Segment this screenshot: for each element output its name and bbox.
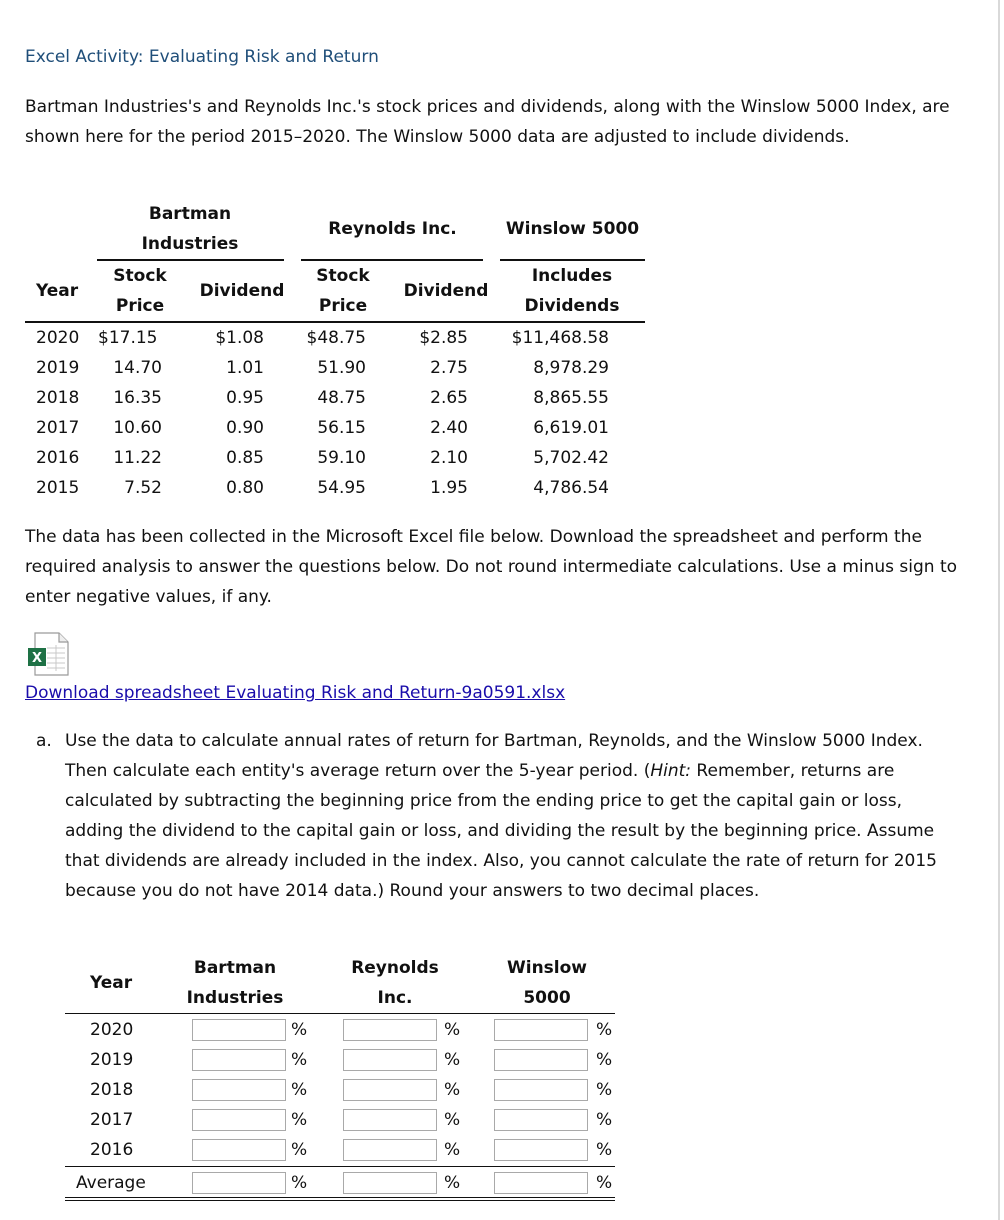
- row-r-div: 1.95: [430, 478, 468, 498]
- row-r-price: 59.10: [317, 448, 366, 468]
- percent-sign: %: [596, 1020, 613, 1040]
- answer-col-year: Year: [90, 973, 133, 993]
- question-a-text-after: Remember, returns are calculated by subtracting the beginning price from the ending price to get the capital gain or loss, adding the dividend to the capital gain or loss, and dividing the result by the beginning price. Assume that dividends are already included in the index. Also, you cannot calculate the rate of return for 2015 because you do not have 2014 data.) Round your answers to two decimal places.: [65, 761, 937, 901]
- percent-sign: %: [291, 1050, 308, 1070]
- row-r-div: 2.75: [430, 358, 468, 378]
- row-w: 6,619.01: [533, 418, 609, 438]
- row-b-price: 16.35: [113, 388, 162, 408]
- answer-col-winslow-line1: Winslow: [506, 958, 587, 978]
- row-year: 2016: [36, 448, 80, 468]
- col-w-includes-line1: Includes: [531, 266, 613, 286]
- winslow-2016-input[interactable]: [494, 1139, 588, 1161]
- col-r-dividend: Dividend: [403, 281, 489, 301]
- answer-col-bartman-line2: Industries: [186, 988, 284, 1008]
- row-year: 2015: [36, 478, 80, 498]
- percent-sign: %: [444, 1140, 461, 1160]
- percent-sign: %: [291, 1140, 308, 1160]
- answer-header-rule: [65, 1013, 615, 1014]
- answer-row-year: 2020: [90, 1020, 134, 1040]
- download-spreadsheet-link[interactable]: Download spreadsheet Evaluating Risk and Return-9a0591.xlsx: [25, 683, 566, 703]
- answer-col-winslow-line2: 5000: [523, 988, 571, 1008]
- row-b-price: $17.15: [98, 328, 158, 348]
- winslow-2018-input[interactable]: [494, 1079, 588, 1101]
- question-a-text-before: Use the data to calculate annual rates of return for Bartman, Reynolds, and the Winslow 5000 Index. Then calculate each entity's average return over the 5-year period. (: [65, 731, 923, 781]
- percent-sign: %: [444, 1110, 461, 1130]
- row-b-div: $1.08: [215, 328, 264, 348]
- row-w: 8,865.55: [533, 388, 609, 408]
- average-top-rule: [65, 1166, 615, 1167]
- row-b-price: 10.60: [113, 418, 162, 438]
- row-b-div: 1.01: [226, 358, 264, 378]
- percent-sign: %: [291, 1020, 308, 1040]
- row-r-price: 56.15: [317, 418, 366, 438]
- percent-sign: %: [596, 1080, 613, 1100]
- percent-sign: %: [291, 1173, 308, 1193]
- col-b-dividend: Dividend: [199, 281, 285, 301]
- answer-row-year: 2016: [90, 1140, 134, 1160]
- answer-row-year: 2019: [90, 1050, 134, 1070]
- reynolds-2020-input[interactable]: [343, 1019, 437, 1041]
- average-label: Average: [76, 1173, 146, 1193]
- row-w: 8,978.29: [533, 358, 609, 378]
- winslow-2020-input[interactable]: [494, 1019, 588, 1041]
- intro-paragraph: Bartman Industries's and Reynolds Inc.'s stock prices and dividends, along with the Winslow 5000 Index, are shown here for the period 2015–2020. The Winslow 5000 data are adjusted to include dividends.: [25, 97, 950, 147]
- bartman-2020-input[interactable]: [192, 1019, 286, 1041]
- percent-sign: %: [596, 1140, 613, 1160]
- average-bottom-rule-1: [65, 1197, 615, 1198]
- row-r-div: 2.10: [430, 448, 468, 468]
- col-b-price-line2: Price: [115, 296, 165, 316]
- bartman-2016-input[interactable]: [192, 1139, 286, 1161]
- question-a-hint-label: Hint:: [650, 761, 692, 781]
- col-r-price-line2: Price: [318, 296, 368, 316]
- average-bottom-rule-2: [65, 1200, 615, 1201]
- stock-data-table: [0, 0, 1004, 520]
- question-a-marker: a.: [36, 731, 52, 751]
- excel-icon-letter: X: [31, 651, 43, 666]
- reynolds-2019-input[interactable]: [343, 1049, 437, 1071]
- header-winslow: Winslow 5000: [505, 219, 640, 239]
- activity-title: Excel Activity: Evaluating Risk and Return: [25, 47, 379, 67]
- percent-sign: %: [444, 1020, 461, 1040]
- reynolds-2018-input[interactable]: [343, 1079, 437, 1101]
- row-year: 2020: [36, 328, 80, 348]
- answer-col-bartman-line1: Bartman: [193, 958, 277, 978]
- row-year: 2017: [36, 418, 80, 438]
- reynolds-2016-input[interactable]: [343, 1139, 437, 1161]
- row-b-div: 0.85: [226, 448, 264, 468]
- winslow-average-input[interactable]: [494, 1172, 588, 1194]
- row-r-div: 2.65: [430, 388, 468, 408]
- row-r-price: 48.75: [317, 388, 366, 408]
- row-year: 2018: [36, 388, 80, 408]
- percent-sign: %: [291, 1110, 308, 1130]
- percent-sign: %: [444, 1080, 461, 1100]
- percent-sign: %: [596, 1110, 613, 1130]
- row-b-div: 0.80: [226, 478, 264, 498]
- header-bartman-line1: Bartman: [148, 204, 232, 224]
- col-r-price-line1: Stock: [316, 266, 370, 286]
- header-reynolds: Reynolds Inc.: [328, 219, 457, 239]
- percent-sign: %: [596, 1173, 613, 1193]
- answer-col-reynolds-line1: Reynolds: [351, 958, 439, 978]
- instructions-paragraph: The data has been collected in the Microsoft Excel file below. Download the spreadsheet and perform the required analysis to answer the questions below. Do not round intermediate calculations. Use a minus sign to enter negative values, if any.: [25, 527, 958, 607]
- percent-sign: %: [444, 1173, 461, 1193]
- percent-sign: %: [291, 1080, 308, 1100]
- row-b-div: 0.90: [226, 418, 264, 438]
- row-r-price: 51.90: [317, 358, 366, 378]
- row-b-price: 14.70: [113, 358, 162, 378]
- row-r-div: $2.85: [419, 328, 468, 348]
- row-year: 2019: [36, 358, 80, 378]
- reynolds-2017-input[interactable]: [343, 1109, 437, 1131]
- bartman-2019-input[interactable]: [192, 1049, 286, 1071]
- answer-col-reynolds-line2: Inc.: [377, 988, 413, 1008]
- row-r-price: $48.75: [306, 328, 366, 348]
- bartman-2018-input[interactable]: [192, 1079, 286, 1101]
- row-w: 5,702.42: [533, 448, 609, 468]
- winslow-2019-input[interactable]: [494, 1049, 588, 1071]
- row-r-div: 2.40: [430, 418, 468, 438]
- percent-sign: %: [596, 1050, 613, 1070]
- row-b-div: 0.95: [226, 388, 264, 408]
- row-w: 4,786.54: [533, 478, 609, 498]
- percent-sign: %: [444, 1050, 461, 1070]
- col-w-includes-line2: Dividends: [524, 296, 620, 316]
- answer-row-year: 2017: [90, 1110, 134, 1130]
- row-r-price: 54.95: [317, 478, 366, 498]
- winslow-2017-input[interactable]: [494, 1109, 588, 1131]
- answer-row-year: 2018: [90, 1080, 134, 1100]
- reynolds-average-input[interactable]: [343, 1172, 437, 1194]
- excel-file-icon[interactable]: [27, 632, 69, 676]
- bartman-2017-input[interactable]: [192, 1109, 286, 1131]
- header-bartman-line2: Industries: [141, 234, 239, 254]
- row-w: $11,468.58: [511, 328, 609, 348]
- question-a-text: [65, 726, 965, 906]
- row-b-price: 11.22: [113, 448, 162, 468]
- col-year: Year: [36, 281, 79, 301]
- col-b-price-line1: Stock: [113, 266, 167, 286]
- bartman-average-input[interactable]: [192, 1172, 286, 1194]
- row-b-price: 7.52: [124, 478, 162, 498]
